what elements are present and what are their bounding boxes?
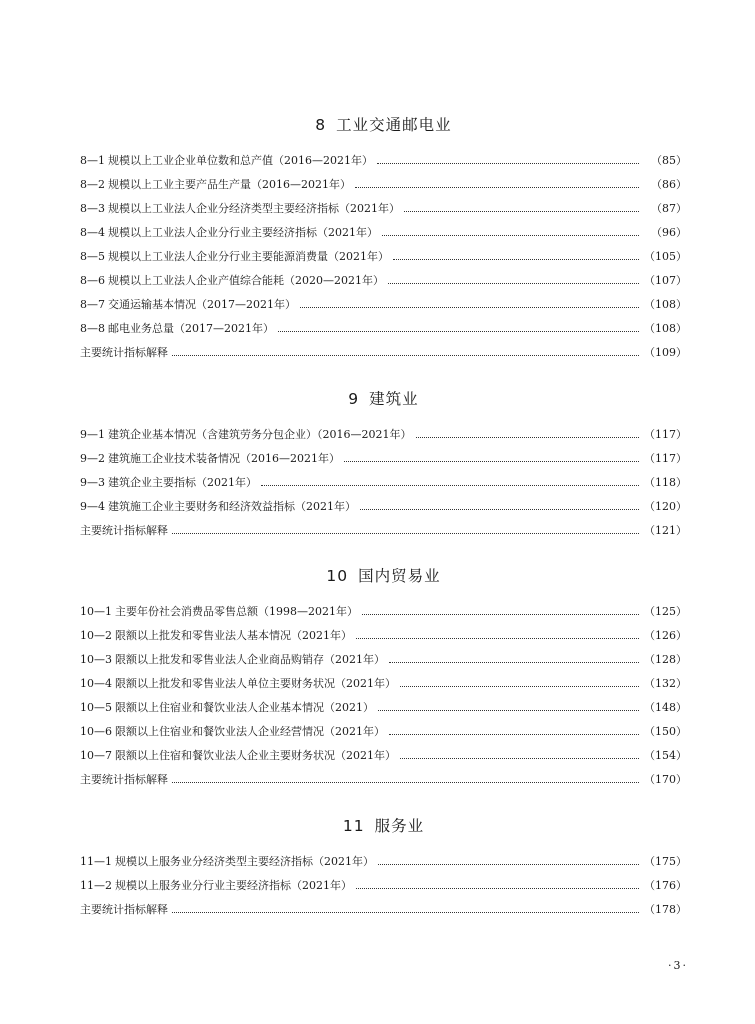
- toc-entry[interactable]: [80, 341, 687, 365]
- entry-code: 9—4: [80, 500, 105, 513]
- entry-code: 10—6: [80, 725, 112, 738]
- toc-entry[interactable]: [80, 720, 687, 744]
- dot-leader: [389, 662, 639, 663]
- entry-code: 9—1: [80, 428, 105, 441]
- entry-page: （105）: [644, 250, 687, 263]
- entry-title: 建筑施工企业主要财务和经济效益指标（2021年）: [108, 500, 356, 513]
- toc-entry[interactable]: [80, 768, 687, 792]
- entry-page: （96）: [651, 226, 687, 239]
- section-9: [80, 387, 687, 543]
- toc-entry[interactable]: [80, 898, 687, 922]
- entry-title: 限额以上批发和零售业法人单位主要财务状况（2021年）: [115, 677, 396, 690]
- toc-entry[interactable]: [80, 672, 687, 696]
- section-number: 9: [348, 390, 360, 408]
- entry-page: （150）: [644, 725, 687, 738]
- entry-title: 规模以上工业法人企业产值综合能耗（2020—2021年）: [108, 274, 384, 287]
- dot-leader: [172, 912, 639, 913]
- entry-title: 规模以上工业主要产品生产量（2016—2021年）: [108, 178, 351, 191]
- dot-leader: [278, 331, 639, 332]
- toc-entry[interactable]: [80, 197, 687, 221]
- entry-page: （85）: [651, 154, 687, 167]
- section-8: [80, 113, 687, 365]
- entry-page: （120）: [644, 500, 687, 513]
- entry-code: 10—1: [80, 605, 112, 618]
- entry-code: 10—2: [80, 629, 112, 642]
- page-number: ·3·: [668, 959, 688, 972]
- entry-code: 8—5: [80, 250, 105, 263]
- entry-title: 主要年份社会消费品零售总额（1998—2021年）: [115, 605, 358, 618]
- toc-entry[interactable]: [80, 850, 687, 874]
- entry-page: （132）: [644, 677, 687, 690]
- toc-entry[interactable]: [80, 423, 687, 447]
- dot-leader: [344, 461, 639, 462]
- dot-leader: [378, 710, 639, 711]
- toc-entry[interactable]: [80, 624, 687, 648]
- section-number: 11: [342, 817, 365, 835]
- entry-title: 限额以上住宿业和餐饮业法人企业经营情况（2021年）: [115, 725, 385, 738]
- entry-code: 9—3: [80, 476, 105, 489]
- entry-title: 限额以上住宿和餐饮业法人企业主要财务状况（2021年）: [115, 749, 396, 762]
- entry-title: 主要统计指标解释: [80, 903, 168, 916]
- entry-code: 8—7: [80, 298, 105, 311]
- dot-leader: [400, 758, 639, 759]
- section-title: [80, 814, 687, 838]
- entry-page: （107）: [644, 274, 687, 287]
- toc-entry[interactable]: [80, 221, 687, 245]
- entry-code: 8—1: [80, 154, 105, 167]
- entry-page: （108）: [644, 322, 687, 335]
- dot-leader: [389, 734, 639, 735]
- entry-page: （125）: [644, 605, 687, 618]
- dot-leader: [400, 686, 639, 687]
- section-title: [80, 113, 687, 137]
- entry-code: 10—4: [80, 677, 112, 690]
- entry-title: 建筑施工企业技术装备情况（2016—2021年）: [108, 452, 340, 465]
- entry-title: 主要统计指标解释: [80, 524, 168, 537]
- entry-title: 规模以上工业法人企业分经济类型主要经济指标（2021年）: [108, 202, 400, 215]
- dot-leader: [356, 638, 639, 639]
- section-number: 8: [315, 116, 327, 134]
- dot-leader: [388, 283, 639, 284]
- entry-page: （175）: [644, 855, 687, 868]
- entry-title: 主要统计指标解释: [80, 773, 168, 786]
- section-heading: 工业交通邮电业: [336, 116, 452, 134]
- dot-leader: [172, 782, 639, 783]
- section-title: [80, 564, 687, 588]
- toc-entry[interactable]: [80, 317, 687, 341]
- entry-page: （170）: [644, 773, 687, 786]
- section-10: [80, 564, 687, 792]
- dot-leader: [172, 355, 639, 356]
- entry-title: 建筑企业基本情况（含建筑劳务分包企业）（2016—2021年）: [108, 428, 412, 441]
- entry-page: （108）: [644, 298, 687, 311]
- entry-code: 8—4: [80, 226, 105, 239]
- entry-page: （109）: [644, 346, 687, 359]
- dot-leader: [362, 614, 639, 615]
- entry-code: 10—7: [80, 749, 112, 762]
- entry-title: 主要统计指标解释: [80, 346, 168, 359]
- dot-leader: [300, 307, 639, 308]
- toc-entry[interactable]: [80, 696, 687, 720]
- dot-leader: [355, 187, 639, 188]
- toc-entry[interactable]: [80, 447, 687, 471]
- toc-entry[interactable]: [80, 293, 687, 317]
- toc-entry[interactable]: [80, 149, 687, 173]
- toc-entry[interactable]: [80, 600, 687, 624]
- entry-page: （126）: [644, 629, 687, 642]
- entry-title: 规模以上服务业分经济类型主要经济指标（2021年）: [115, 855, 374, 868]
- entry-page: （121）: [644, 524, 687, 537]
- entry-code: 11—2: [80, 879, 112, 892]
- entry-code: 10—5: [80, 701, 112, 714]
- toc-entry[interactable]: [80, 744, 687, 768]
- entry-title: 规模以上工业法人企业分行业主要能源消费量（2021年）: [108, 250, 389, 263]
- entry-code: 8—2: [80, 178, 105, 191]
- dot-leader: [261, 485, 639, 486]
- dot-leader: [393, 259, 639, 260]
- entry-title: 邮电业务总量（2017—2021年）: [108, 322, 274, 335]
- toc-entry[interactable]: [80, 648, 687, 672]
- entry-page: （87）: [651, 202, 687, 215]
- dot-leader: [172, 533, 639, 534]
- dot-leader: [360, 509, 639, 510]
- dot-leader: [377, 163, 639, 164]
- entry-page: （176）: [644, 879, 687, 892]
- entry-page: （86）: [651, 178, 687, 191]
- entry-code: 9—2: [80, 452, 105, 465]
- entry-title: 规模以上工业企业单位数和总产值（2016—2021年）: [108, 154, 373, 167]
- toc-entry[interactable]: [80, 519, 687, 543]
- toc-entry[interactable]: [80, 471, 687, 495]
- entry-title: 限额以上批发和零售业法人基本情况（2021年）: [115, 629, 352, 642]
- toc-entry[interactable]: [80, 874, 687, 898]
- entry-title: 规模以上工业法人企业分行业主要经济指标（2021年）: [108, 226, 378, 239]
- entry-page: （117）: [644, 452, 687, 465]
- entry-title: 建筑企业主要指标（2021年）: [108, 476, 257, 489]
- toc-entry[interactable]: [80, 495, 687, 519]
- section-title: [80, 387, 687, 411]
- entry-code: 8—8: [80, 322, 105, 335]
- entry-title: 交通运输基本情况（2017—2021年）: [108, 298, 296, 311]
- section-number: 10: [326, 567, 349, 585]
- dot-leader: [356, 888, 639, 889]
- entry-title: 限额以上住宿业和餐饮业法人企业基本情况（2021）: [115, 701, 374, 714]
- toc-entry[interactable]: [80, 269, 687, 293]
- dot-leader: [404, 211, 639, 212]
- section-heading: 服务业: [374, 817, 425, 835]
- entry-code: 8—3: [80, 202, 105, 215]
- entry-code: 8—6: [80, 274, 105, 287]
- entry-title: 限额以上批发和零售业法人企业商品购销存（2021年）: [115, 653, 385, 666]
- section-heading: 建筑业: [369, 390, 419, 408]
- toc-entry[interactable]: [80, 245, 687, 269]
- entry-page: （118）: [644, 476, 687, 489]
- entry-page: （128）: [644, 653, 687, 666]
- section-heading: 国内贸易业: [358, 567, 441, 585]
- entry-page: （117）: [644, 428, 687, 441]
- entry-title: 规模以上服务业分行业主要经济指标（2021年）: [115, 879, 352, 892]
- section-11: [80, 814, 687, 922]
- entry-code: 11—1: [80, 855, 112, 868]
- entry-page: （154）: [644, 749, 687, 762]
- dot-leader: [378, 864, 639, 865]
- entry-page: （148）: [644, 701, 687, 714]
- dot-leader: [416, 437, 640, 438]
- entry-code: 10—3: [80, 653, 112, 666]
- entry-page: （178）: [644, 903, 687, 916]
- dot-leader: [382, 235, 639, 236]
- toc-entry[interactable]: [80, 173, 687, 197]
